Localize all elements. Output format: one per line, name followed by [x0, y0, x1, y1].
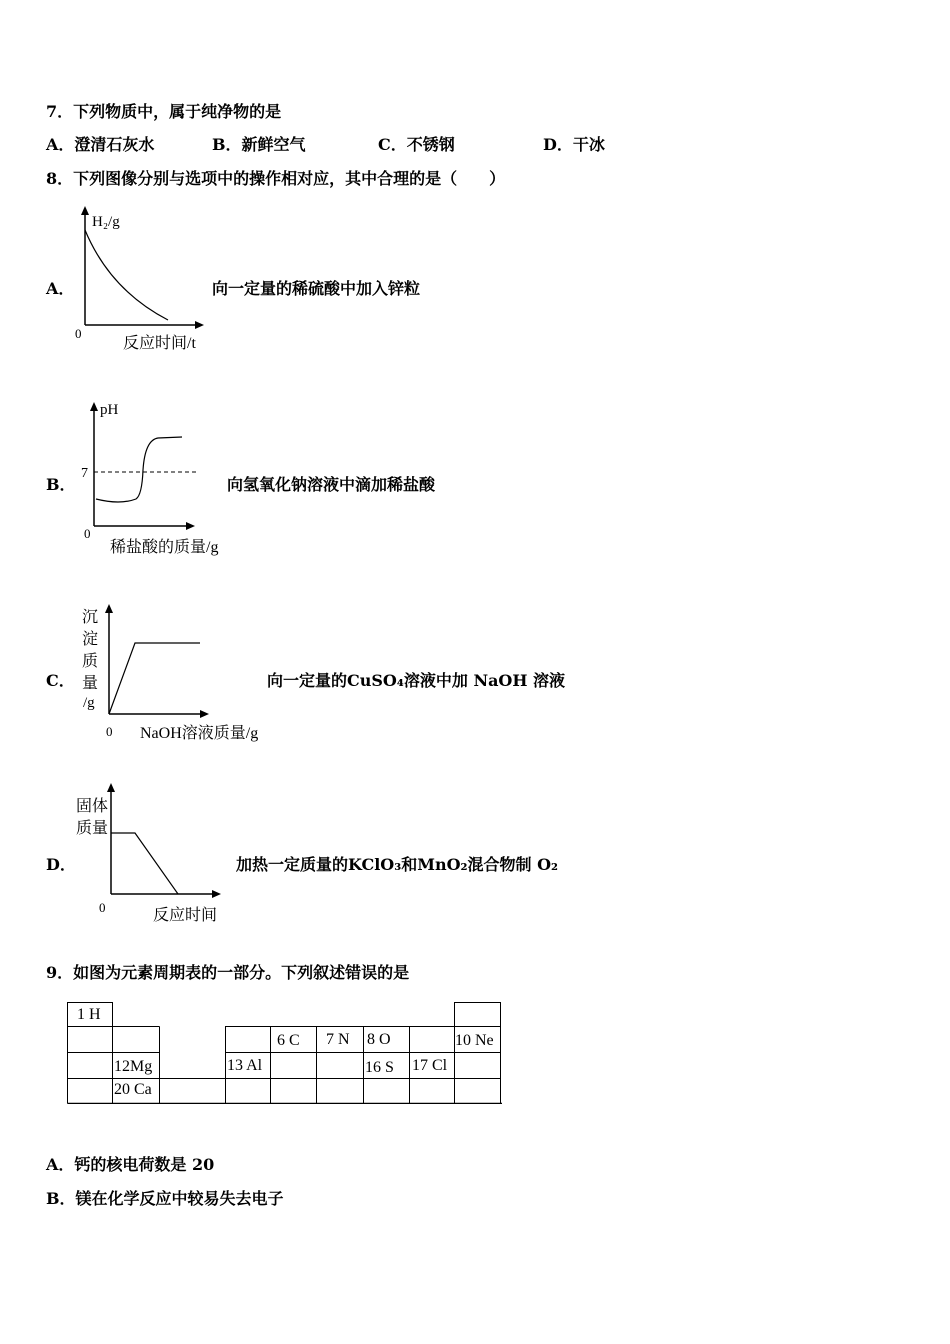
q8c-curve	[109, 643, 200, 714]
periodic-table	[67, 1002, 503, 1104]
q8b-curve	[96, 437, 182, 502]
q8c-y-char-4: 量	[82, 675, 99, 692]
q8c-origin: 0	[106, 724, 113, 739]
q8b-graph	[78, 395, 238, 560]
q8c-x-arrow	[200, 710, 209, 718]
q8c-letter: C．	[46, 671, 75, 690]
cell-c: 6 C	[277, 1032, 300, 1049]
q7-option-a: A．澄清石灰水	[46, 135, 155, 154]
q8a-graph	[70, 200, 220, 360]
q8b-y-label: pH	[100, 402, 119, 418]
q9-stem: 9．如图为元素周期表的一部分。下列叙述错误的是	[46, 963, 410, 982]
q9-option-b: B．镁在化学反应中较易失去电子	[46, 1189, 284, 1208]
q8c-x-label: NaOH溶液质量/g	[140, 725, 259, 742]
cell-al: 13 Al	[227, 1057, 263, 1074]
q8c-y-char-3: 质	[82, 653, 99, 670]
q8c-y-char-1: 沉	[82, 609, 99, 626]
q8d-x-arrow	[212, 890, 221, 898]
cell-n: 7 N	[326, 1031, 350, 1048]
q8b-x-arrow	[186, 522, 195, 530]
q8b-origin: 0	[84, 526, 91, 541]
cell-ca: 20 Ca	[114, 1081, 152, 1098]
q8d-curve	[111, 833, 178, 894]
q8a-x-label: 反应时间/t	[123, 335, 196, 352]
q8c-y-char-2: 淀	[82, 631, 99, 648]
q8d-y-label-2: 质量	[76, 820, 109, 837]
q8d-origin: 0	[99, 900, 106, 915]
q8-stem: 8．下列图像分别与选项中的操作相对应，其中合理的是（ ）	[46, 169, 506, 188]
cell-o: 8 O	[367, 1031, 391, 1048]
cell-s: 16 S	[365, 1059, 394, 1076]
q8d-graph	[70, 778, 240, 928]
q8d-y-arrow	[107, 783, 115, 792]
q8b-seven: 7	[81, 466, 88, 481]
q8a-desc: 向一定量的稀硫酸中加入锌粒	[212, 279, 421, 298]
q8d-x-label: 反应时间	[153, 907, 218, 924]
q7-stem: 7．下列物质中，属于纯净物的是	[46, 102, 282, 121]
q8c-y-char-5: /g	[83, 695, 95, 711]
q8c-graph	[78, 598, 278, 748]
q7-option-d: D．干冰	[543, 135, 605, 154]
cell-mg: 12Mg	[114, 1058, 153, 1075]
q8a-curve	[85, 230, 168, 320]
q8d-letter: D．	[46, 855, 76, 874]
q8b-desc: 向氢氧化钠溶液中滴加稀盐酸	[227, 475, 436, 494]
q8c-y-arrow	[105, 604, 113, 613]
q8a-x-arrow	[195, 321, 204, 329]
q7-option-b: B．新鲜空气	[212, 135, 306, 154]
q8c-desc: 向一定量的CuSO₄溶液中加 NaOH 溶液	[267, 671, 566, 690]
cell-ne: 10 Ne	[455, 1032, 494, 1049]
q8a-y-label: H₂/g	[92, 214, 120, 230]
q8d-desc: 加热一定质量的KClO₃和MnO₂混合物制 O₂	[236, 855, 559, 874]
q9-option-a: A．钙的核电荷数是 20	[46, 1155, 215, 1174]
q7-option-c: C．不锈钢	[378, 135, 455, 154]
q8a-y-arrow	[81, 206, 89, 215]
q8b-letter: B．	[46, 475, 76, 494]
q8d-y-label-1: 固体	[76, 798, 109, 815]
cell-h: 1 H	[77, 1006, 101, 1023]
q8b-y-arrow	[90, 402, 98, 411]
q8a-letter: A．	[46, 279, 75, 298]
q8a-origin: 0	[75, 326, 82, 341]
cell-cl: 17 Cl	[412, 1057, 448, 1074]
q8b-x-label: 稀盐酸的质量/g	[110, 539, 219, 556]
